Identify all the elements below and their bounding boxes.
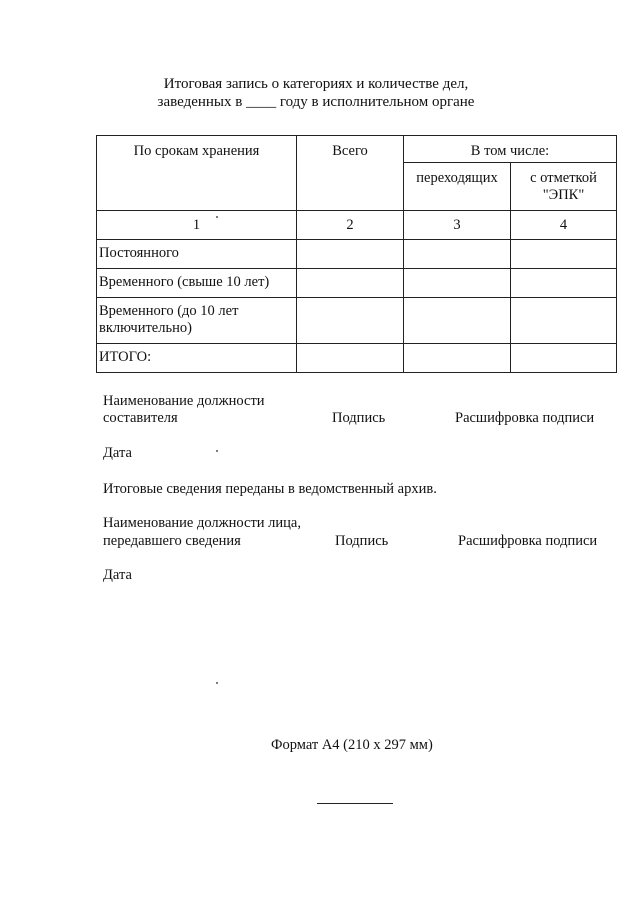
- compiler-position-label-2: составителя: [103, 410, 178, 426]
- table-cell: [511, 269, 617, 298]
- closing-rule: [317, 803, 393, 804]
- header-total: Всего: [297, 136, 404, 211]
- table-cell: [404, 344, 511, 373]
- transfer-note: Итоговые сведения переданы в ведомственный архив.: [103, 481, 437, 497]
- title-line-2: заведенных в ____ году в исполнительном органе: [157, 94, 475, 110]
- table-cell: [297, 269, 404, 298]
- table-cell: [297, 344, 404, 373]
- table-cell: [297, 298, 404, 344]
- header-transitional: переходящих: [404, 163, 511, 211]
- date-label: Дата: [103, 567, 132, 583]
- table-row-total: [97, 344, 617, 373]
- column-number: 2: [297, 211, 404, 240]
- table-cell: [511, 240, 617, 269]
- signature-decoding-label: Расшифровка подписи: [458, 533, 598, 549]
- table-row: [97, 240, 617, 269]
- header-including: В том числе:: [404, 136, 617, 163]
- row-label: ИТОГО:: [97, 344, 297, 373]
- date-label: Дата: [103, 445, 132, 461]
- row-label: Временного (свыше 10 лет): [97, 269, 297, 298]
- table-cell: [511, 298, 617, 344]
- header-storage-terms: По срокам хранения: [97, 136, 297, 211]
- row-label: Временного (до 10 лет включительно): [97, 298, 297, 344]
- signature-label: Подпись: [335, 533, 389, 549]
- row-label: Постоянного: [97, 240, 297, 269]
- column-number-row: [97, 211, 617, 240]
- title-line-1: Итоговая запись о категориях и количестве дел,: [163, 76, 469, 92]
- format-note: Формат А4 (210 х 297 мм): [271, 737, 433, 753]
- table-cell: [404, 269, 511, 298]
- header-epk: с отметкой "ЭПК": [511, 163, 617, 211]
- table-cell: [404, 240, 511, 269]
- column-number: 1: [97, 211, 297, 240]
- compiler-position-label-1: Наименование должности: [103, 393, 265, 409]
- scan-speck: [216, 682, 218, 684]
- column-number: 3: [404, 211, 511, 240]
- signature-label: Подпись: [332, 410, 386, 426]
- scan-speck: [216, 216, 218, 218]
- scan-speck: [216, 450, 218, 452]
- transferor-position-label-2: передавшего сведения: [103, 533, 241, 549]
- table-cell: [511, 344, 617, 373]
- table-row: [97, 298, 617, 344]
- transferor-position-label-1: Наименование должности лица,: [103, 515, 301, 531]
- table-cell: [297, 240, 404, 269]
- summary-table: [96, 135, 617, 373]
- column-number: 4: [511, 211, 617, 240]
- table-cell: [404, 298, 511, 344]
- table-row: [97, 269, 617, 298]
- signature-decoding-label: Расшифровка подписи: [455, 410, 595, 426]
